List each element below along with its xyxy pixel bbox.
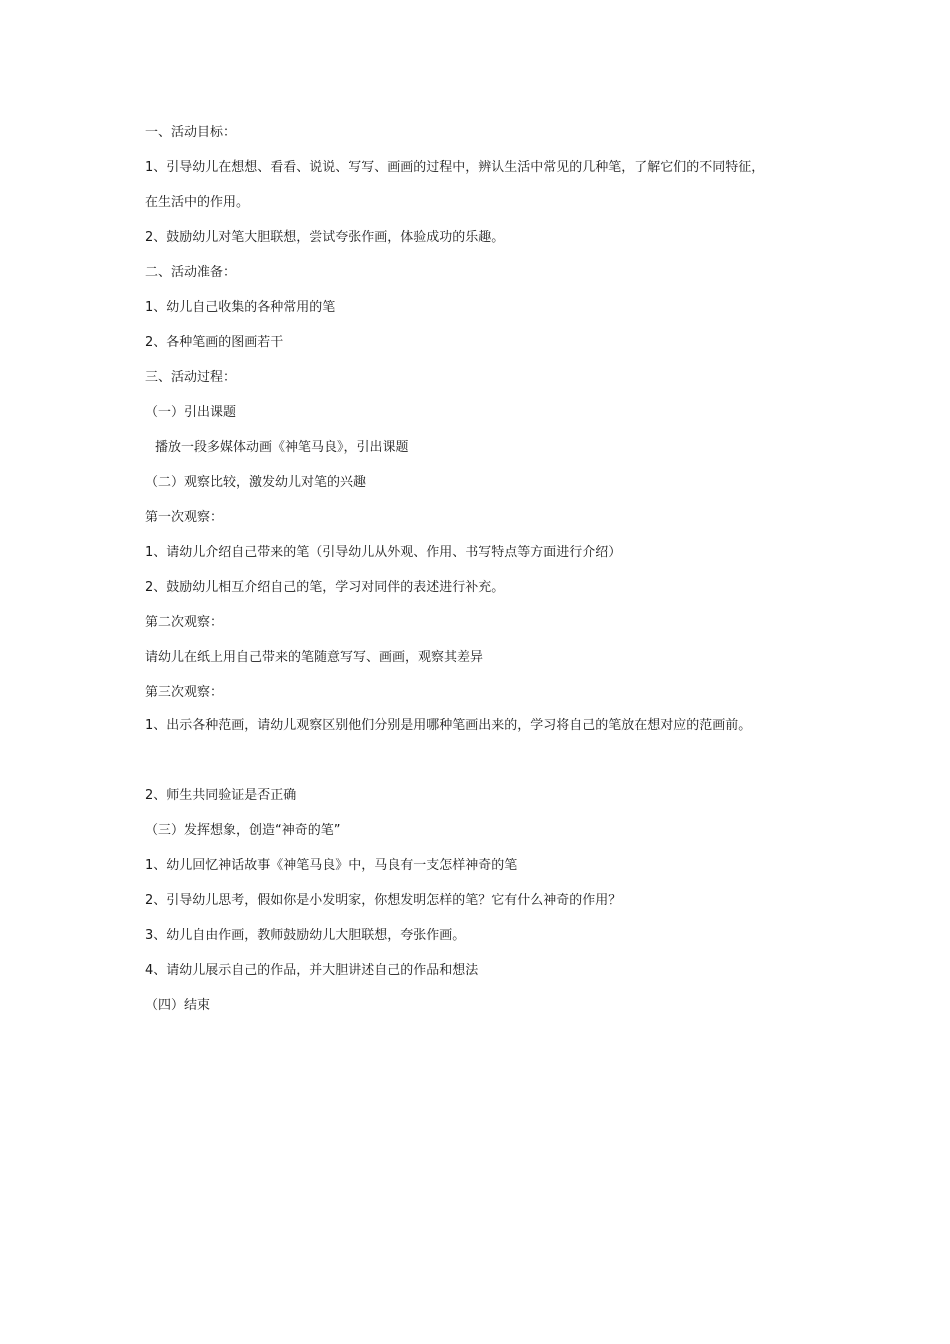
preparation-item-2: 2、各种笔画的图画若干 [145,335,284,350]
observation-1-item-1: 1、请幼儿介绍自己带来的笔（引导幼儿从外观、作用、书写特点等方面进行介绍） [145,545,622,560]
preparation-item-1: 1、幼儿自己收集的各种常用的笔 [145,300,336,315]
process-step-1-title: （一）引出课题 [145,405,237,420]
heading-activity-preparation: 二、活动准备： [145,265,237,280]
step-3-item-1: 1、幼儿回忆神话故事《神笔马良》中，马良有一支怎样神奇的笔 [145,858,518,873]
heading-activity-goals: 一、活动目标： [145,125,237,140]
process-step-2-title: （二）观察比较，激发幼儿对笔的兴趣 [145,475,367,490]
process-step-3-title: （三）发挥想象，创造“神奇的笔” [145,823,341,838]
step-3-item-4: 4、请幼儿展示自己的作品，并大胆讲述自己的作品和想法 [145,963,479,978]
observation-2-title: 第二次观察： [145,615,224,630]
observation-3-item-2: 2、师生共同验证是否正确 [145,788,297,803]
observation-3-title: 第三次观察： [145,685,224,700]
observation-2-text: 请幼儿在纸上用自己带来的笔随意写写、画画，观察其差异 [145,650,484,665]
observation-1-title: 第一次观察： [145,510,224,525]
process-step-1-text: 播放一段多媒体动画《神笔马良》，引出课题 [155,440,409,455]
step-3-item-3: 3、幼儿自由作画，教师鼓励幼儿大胆联想，夸张作画。 [145,928,466,943]
process-step-4-title: （四）结束 [145,998,211,1013]
observation-1-item-2: 2、鼓励幼儿相互介绍自己的笔，学习对同伴的表述进行补充。 [145,580,505,595]
goal-item-1-continued: 在生活中的作用。 [145,195,250,210]
observation-3-item-1: 1、出示各种范画，请幼儿观察区别他们分别是用哪种笔画出来的，学习将自己的笔放在想对应的范画前。 [145,718,752,733]
goal-item-1: 1、引导幼儿在想想、看看、说说、写写、画画的过程中，辨认生活中常见的几种笔，了解它们的不同特征， [145,160,765,175]
step-3-item-2: 2、引导幼儿思考，假如你是小发明家，你想发明怎样的笔？它有什么神奇的作用？ [145,893,622,908]
goal-item-2: 2、鼓励幼儿对笔大胆联想，尝试夸张作画，体验成功的乐趣。 [145,230,505,245]
heading-activity-process: 三、活动过程： [145,370,237,385]
